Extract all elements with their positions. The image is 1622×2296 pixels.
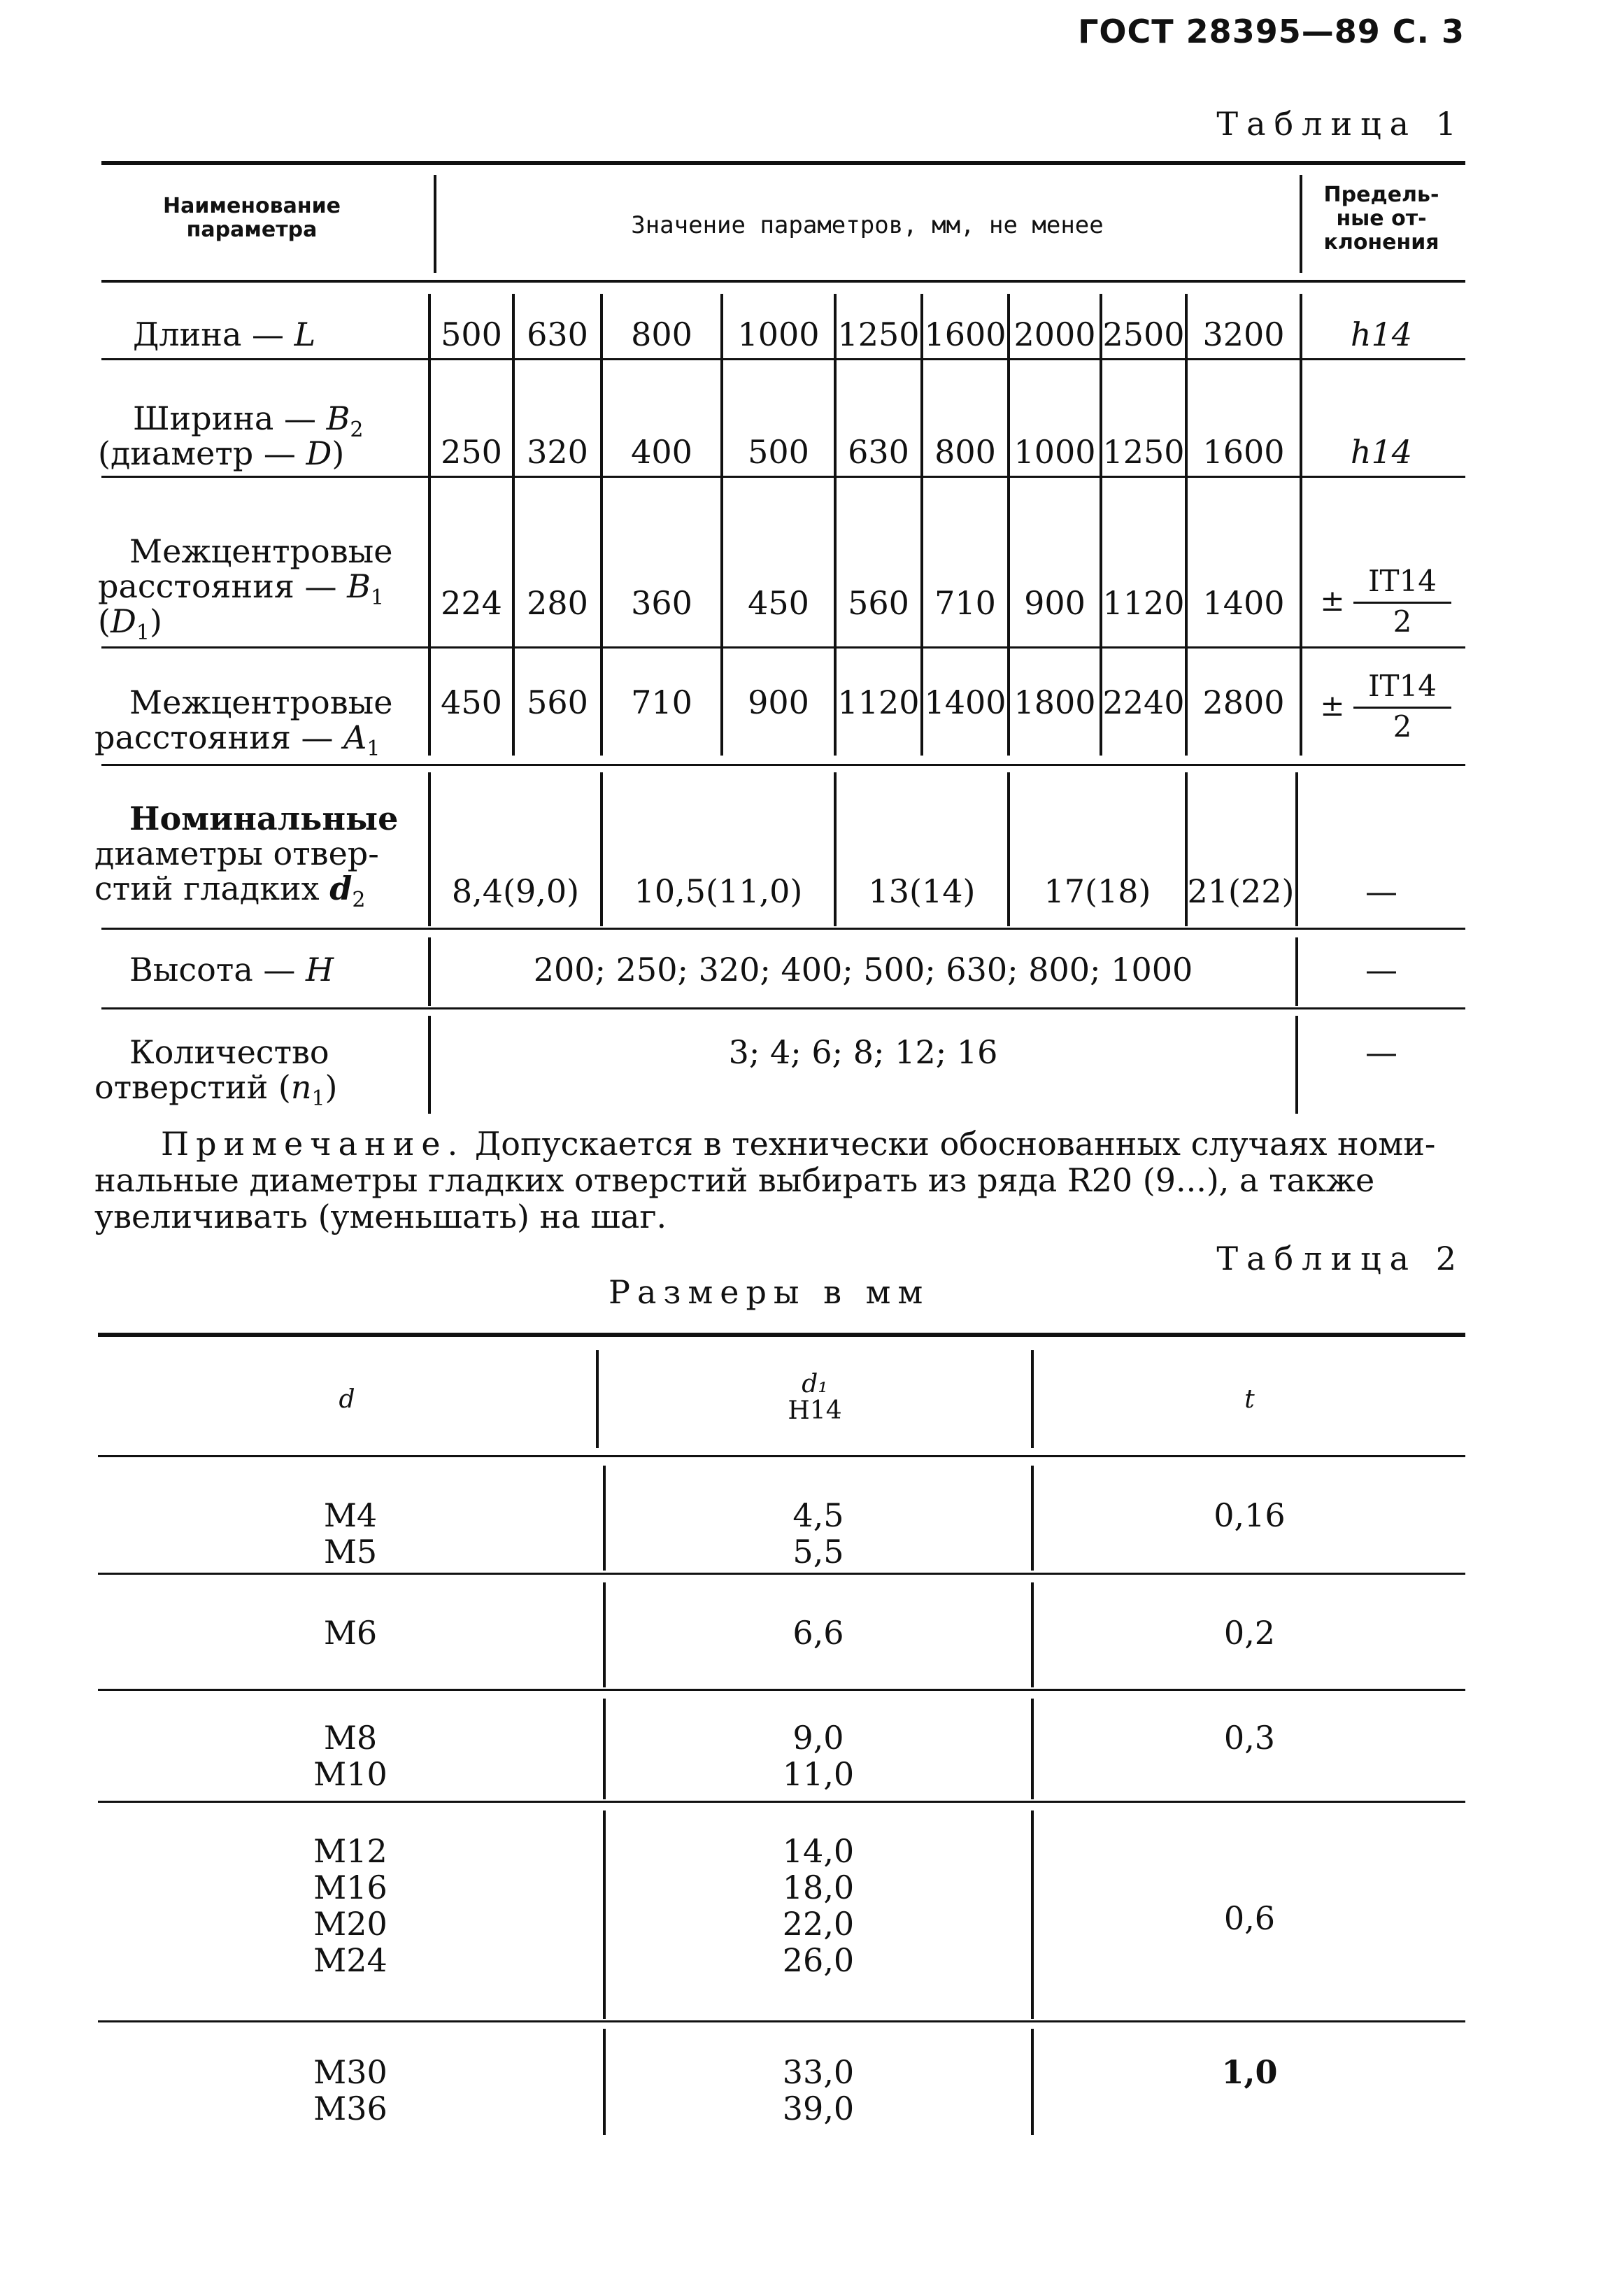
tolerance-cell: h14 xyxy=(1350,433,1413,471)
value-cell: 1120 xyxy=(837,683,920,721)
d1-cell: 18,0 xyxy=(782,1869,855,1906)
d-cell: M6 xyxy=(323,1614,378,1652)
table2-row xyxy=(98,1497,603,1570)
value-cell: 630 xyxy=(527,316,588,353)
value-cell: 630 xyxy=(848,433,909,471)
d1-cell: 26,0 xyxy=(782,1941,855,1979)
value-cell: 200; 250; 320; 400; 500; 630; 800; 1000 xyxy=(533,951,1193,988)
value-cell: 1120 xyxy=(1102,584,1185,622)
table1-divider xyxy=(1295,937,1298,1006)
value-cell: 450 xyxy=(441,683,502,721)
value-cell: 13(14) xyxy=(868,872,976,910)
value-cell: 1800 xyxy=(1013,683,1096,721)
d1-cell: 9,0 xyxy=(792,1719,844,1757)
d-cell: M10 xyxy=(313,1755,387,1793)
table2-row-rule xyxy=(98,1689,1465,1691)
value-cell: 900 xyxy=(748,683,809,721)
table1-divider xyxy=(1300,294,1302,756)
value-cell: 2000 xyxy=(1013,316,1096,353)
col-header-d1-symbol: d₁ xyxy=(802,1370,828,1398)
t-cell: 0,6 xyxy=(1223,1899,1276,1937)
table1-divider xyxy=(1295,1016,1298,1114)
d1-group xyxy=(606,1833,1031,1978)
value-cell: 1250 xyxy=(837,316,920,353)
d-cell: M30 xyxy=(313,2053,387,2091)
value-cell: 560 xyxy=(848,584,909,622)
d1-cell: 39,0 xyxy=(782,2090,855,2127)
row-label-length: Длина — L xyxy=(133,316,316,353)
d-cell: M20 xyxy=(313,1905,387,1943)
row-label-hole-diameters: Номинальные xyxy=(129,800,399,837)
row-label-center-distance-b1: Межцентровые xyxy=(129,532,393,570)
d-cell: M12 xyxy=(313,1832,387,1870)
row-label-hole-count-2: отверстий $(n_1)$ xyxy=(94,1068,338,1112)
value-cell: 710 xyxy=(631,683,692,721)
value-cell: 1000 xyxy=(737,316,820,353)
value-cell: 2500 xyxy=(1102,316,1185,353)
table1-top-rule xyxy=(101,161,1465,165)
t-cell: 0,2 xyxy=(1223,1614,1276,1652)
table2-row-rule xyxy=(98,1573,1465,1575)
note-line-2: нальные диаметры гладких отверстий выбирать из ряда R20 (9...), а также xyxy=(94,1161,1375,1199)
row-label-hole-diameters-2: диаметры отвер- xyxy=(94,835,379,872)
tolerance-cell: — xyxy=(1365,1033,1397,1071)
value-cell: 224 xyxy=(441,584,502,622)
t-cell: 1,0 xyxy=(1221,2053,1278,2091)
value-cell: 710 xyxy=(934,584,996,622)
value-cell: 3200 xyxy=(1202,316,1285,353)
row-label-center-distance-b1-3: $(D_1)$ xyxy=(98,602,162,646)
d1-group xyxy=(606,1720,1031,1792)
value-cell: 1400 xyxy=(924,683,1006,721)
t-cell: 0,3 xyxy=(1223,1719,1276,1757)
col-header-t: t xyxy=(1244,1385,1255,1414)
t-cell: 0,16 xyxy=(1214,1496,1286,1534)
tolerance-it14-half: ± IT14 2 xyxy=(1318,564,1458,641)
d-cell: M36 xyxy=(313,2090,387,2127)
d-cell: M24 xyxy=(313,1941,387,1979)
d1-cell: 4,5 xyxy=(792,1496,844,1534)
col-header-d1-tol: H14 xyxy=(788,1396,842,1425)
value-cell: 1600 xyxy=(924,316,1006,353)
value-cell: 1000 xyxy=(1013,433,1096,471)
d1-cell: 33,0 xyxy=(782,2053,855,2091)
row-label-center-distance-b1-2: расстояния — $B_1$ xyxy=(98,567,385,611)
col-header-values: Значение параметров, мм, не менее xyxy=(631,211,1104,239)
d1-cell: 5,5 xyxy=(792,1533,844,1571)
table2-row xyxy=(98,2054,603,2127)
table1-caption: Таблица 1 xyxy=(1216,105,1465,143)
value-cell: 900 xyxy=(1024,584,1086,622)
table1-divider xyxy=(434,175,436,273)
value-cell: 800 xyxy=(631,316,692,353)
d1-group xyxy=(606,1497,1031,1570)
row-label-hole-diameters-3: стий гладких $d_2$ xyxy=(94,870,366,913)
table2-row xyxy=(98,1833,603,1978)
page-header: ГОСТ 28395—89 С. 3 xyxy=(1078,13,1465,50)
value-cell: 3; 4; 6; 8; 12; 16 xyxy=(728,1033,998,1071)
value-cell: 8,4(9,0) xyxy=(451,872,580,910)
table1-row-rule xyxy=(101,646,1465,649)
value-cell: 450 xyxy=(748,584,809,622)
value-cell: 21(22) xyxy=(1187,872,1295,910)
col-header-d: d xyxy=(339,1385,355,1414)
table2-row-rule xyxy=(98,1801,1465,1803)
row-label-width: Ширина — $B_2$ xyxy=(133,399,364,443)
d-cell: M5 xyxy=(323,1533,378,1571)
value-cell: 1400 xyxy=(1202,584,1285,622)
note-line-3: увеличивать (уменьшать) на шаг. xyxy=(94,1198,667,1235)
d1-cell: 22,0 xyxy=(782,1905,855,1943)
col-header-name: Наименование параметра xyxy=(163,194,341,242)
table2-row-rule xyxy=(98,2020,1465,2022)
value-cell: 560 xyxy=(527,683,588,721)
d-cell: M8 xyxy=(323,1719,378,1757)
tolerance-it14-half: ± IT14 2 xyxy=(1318,669,1458,746)
row-label-hole-count: Количество xyxy=(129,1033,329,1071)
d-cell: M16 xyxy=(313,1869,387,1906)
table1-row-rule xyxy=(101,476,1465,478)
d1-cell: 6,6 xyxy=(792,1614,844,1652)
value-cell: 17(18) xyxy=(1044,872,1151,910)
note-line-1 xyxy=(161,1126,1435,1161)
value-cell: 1600 xyxy=(1202,433,1285,471)
d1-cell: 11,0 xyxy=(782,1755,855,1793)
row-label-height: Высота — H xyxy=(129,951,334,988)
value-cell: 320 xyxy=(527,433,588,471)
table1-row-rule xyxy=(101,928,1465,930)
tolerance-cell: — xyxy=(1365,872,1397,910)
value-cell: 250 xyxy=(441,433,502,471)
tolerance-cell: h14 xyxy=(1350,316,1413,353)
d-cell: M4 xyxy=(323,1496,378,1534)
row-label-center-distance-a1-2: расстояния — $A_1$ xyxy=(94,718,380,762)
value-cell: 500 xyxy=(748,433,809,471)
value-cell: 500 xyxy=(441,316,502,353)
value-cell: 2240 xyxy=(1102,683,1185,721)
table2-header-rule xyxy=(98,1455,1465,1457)
table1-header-rule xyxy=(101,280,1465,283)
row-label-width-sub: (диаметр — D) xyxy=(98,434,345,472)
table1-row-rule xyxy=(101,1007,1465,1009)
note-text: Допускается в технически обоснованных случаях номи- xyxy=(474,1125,1436,1163)
value-cell: 360 xyxy=(631,584,692,622)
value-cell: 1250 xyxy=(1102,433,1185,471)
table2-units: Размеры в мм xyxy=(609,1273,930,1311)
d1-cell: 14,0 xyxy=(782,1832,855,1870)
value-cell: 800 xyxy=(934,433,996,471)
value-cell: 280 xyxy=(527,584,588,622)
table1-row-rule xyxy=(101,358,1465,360)
value-cell: 2800 xyxy=(1202,683,1285,721)
value-cell: 400 xyxy=(631,433,692,471)
col-header-tolerance: Предель-ные от-клонения xyxy=(1323,183,1439,255)
row-label-center-distance-a1: Межцентровые xyxy=(129,683,393,721)
table2-top-rule xyxy=(98,1333,1465,1337)
table2-caption: Таблица 2 xyxy=(1216,1240,1465,1277)
d1-group xyxy=(606,2054,1031,2127)
tolerance-cell: — xyxy=(1365,951,1397,988)
note-lead: Примечание. xyxy=(161,1125,465,1163)
table2-row xyxy=(98,1720,603,1792)
col-header-d1 xyxy=(599,1371,1031,1424)
value-cell: 10,5(11,0) xyxy=(634,872,803,910)
